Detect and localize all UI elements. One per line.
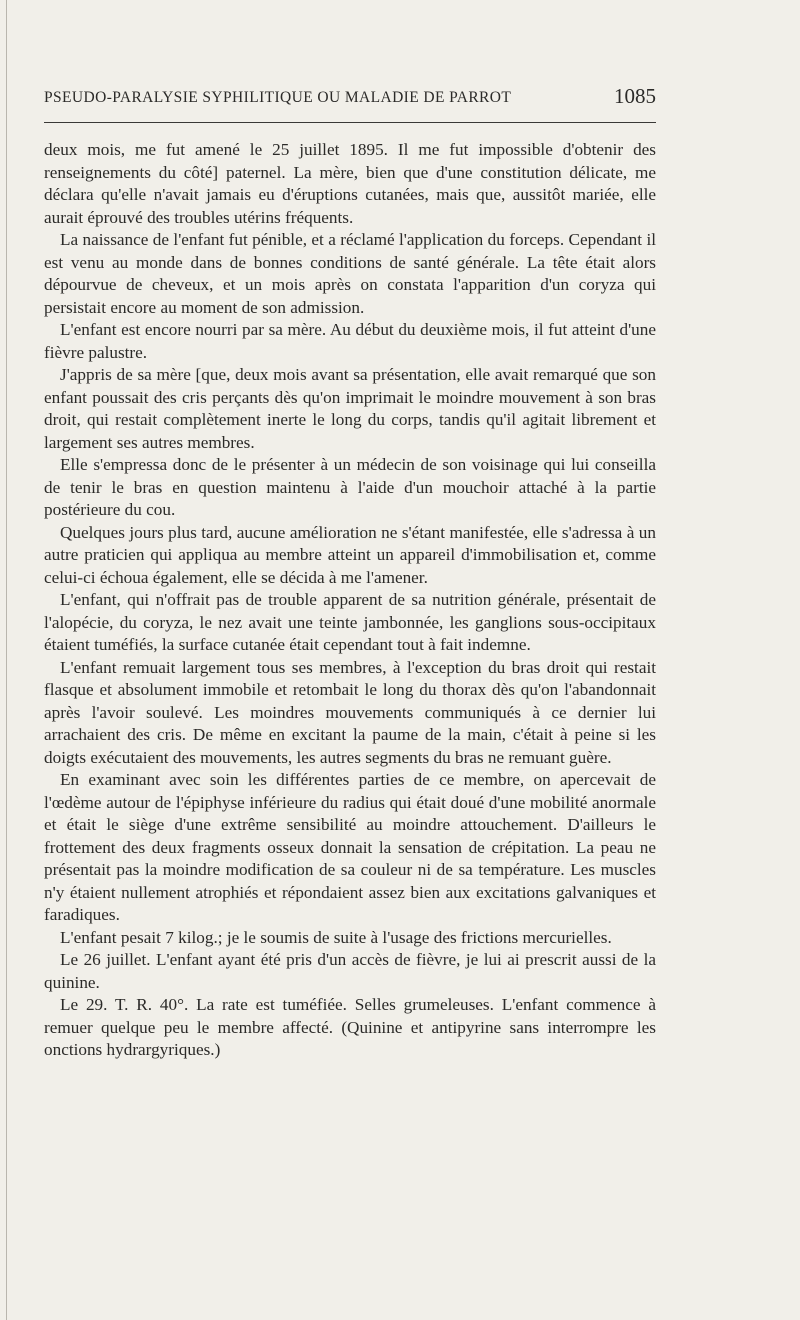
body-text <box>44 139 656 1062</box>
paragraph-7: L'enfant, qui n'offrait pas de trouble apparent de sa nutrition générale, présentait de l'alopécie, du coryza, le nez avait une teinte jambonnée, les ganglions sous-occipitaux étaient tuméfiés, la surface cutanée était cependant tout à fait indemne. <box>44 590 656 654</box>
running-title: PSEUDO-PARALYSIE SYPHILITIQUE OU MALADIE DE PARROT <box>44 89 512 106</box>
paragraph-3: L'enfant est encore nourri par sa mère. Au début du deuxième mois, il fut atteint d'une fièvre palustre. <box>44 320 656 362</box>
paragraph-11: Le 26 juillet. L'enfant ayant été pris d'un accès de fièvre, je lui ai prescrit aussi de la quinine. <box>44 950 656 992</box>
page-number: 1085 <box>614 84 656 108</box>
paragraph-9: En examinant avec soin les différentes parties de ce membre, on apercevait de l'œdème autour de l'épiphyse inférieure du radius qui était doué d'une mobilité anormale et était le siège d'une extrême sensibilité au moindre attouchement. D'ailleurs le frottement des deux fragments osseux donnait la sensation de crépitation. La peau ne présentait pas la moindre modification de sa couleur ni de sa température. Les muscles n'y étaient nullement atrophiés et répondaient assez bien aux excitations galvaniques et faradiques. <box>44 770 656 924</box>
header-rule <box>44 122 656 123</box>
paragraph-1: deux mois, me fut amené le 25 juillet 1895. Il me fut impossible d'obtenir des renseignements du côté] paternel. La mère, bien que d'une constitution délicate, me déclara qu'elle n'avait jamais eu d'éruptions cutanées, mais que, aussitôt mariée, elle aurait éprouvé des troubles utérins fréquents. <box>44 140 656 227</box>
paragraph-5: Elle s'empressa donc de le présenter à un médecin de son voisinage qui lui conseilla de tenir le bras en question maintenu à l'aide d'un mouchoir attaché à la partie postérieure du cou. <box>44 455 656 519</box>
paragraph-8: L'enfant remuait largement tous ses membres, à l'exception du bras droit qui restait flasque et absolument immobile et retombait le long du thorax dès qu'on l'abandonnait après l'avoir soulevé. Les moindres mouvements communiqués à ce dernier lui arrachaient des cris. De même en excitant la paume de la main, c'était à peine si les doigts exécutaient des mouvements, les autres segments du bras ne remuant guère. <box>44 657 656 767</box>
paragraph-10: L'enfant pesait 7 kilog.; je le soumis de suite à l'usage des frictions mercurielles. <box>60 927 612 947</box>
paragraph-12: Le 29. T. R. 40°. La rate est tuméfiée. Selles grumeleuses. L'enfant commence à remuer quelque peu le membre affecté. (Quinine et antipyrine sans interrompre les onctions hydrargyriques.) <box>44 995 656 1059</box>
paragraph-6: Quelques jours plus tard, aucune amélioration ne s'étant manifestée, elle s'adressa à un autre praticien qui appliqua au membre atteint un appareil d'immobilisation et, comme celui-ci échoua également, elle se décida à me l'amener. <box>44 522 656 587</box>
page-edge <box>6 0 7 1320</box>
paragraph-4: J'appris de sa mère [que, deux mois avant sa présentation, elle avait remarqué que son enfant poussait des cris perçants dès qu'on imprimait le moindre mouvement à son bras droit, qui restait complètement inerte le long du corps, tandis qu'il agitait librement et largement ses autres membres. <box>44 365 656 452</box>
running-header <box>44 84 656 114</box>
paragraph-2: La naissance de l'enfant fut pénible, et a réclamé l'application du forceps. Cependant il est venu au monde dans de bonnes conditions de santé générale. La tête était alors dépourvue de cheveux, et un mois après on constata l'apparition d'un coryza qui persistait encore au moment de son admission. <box>44 230 656 317</box>
